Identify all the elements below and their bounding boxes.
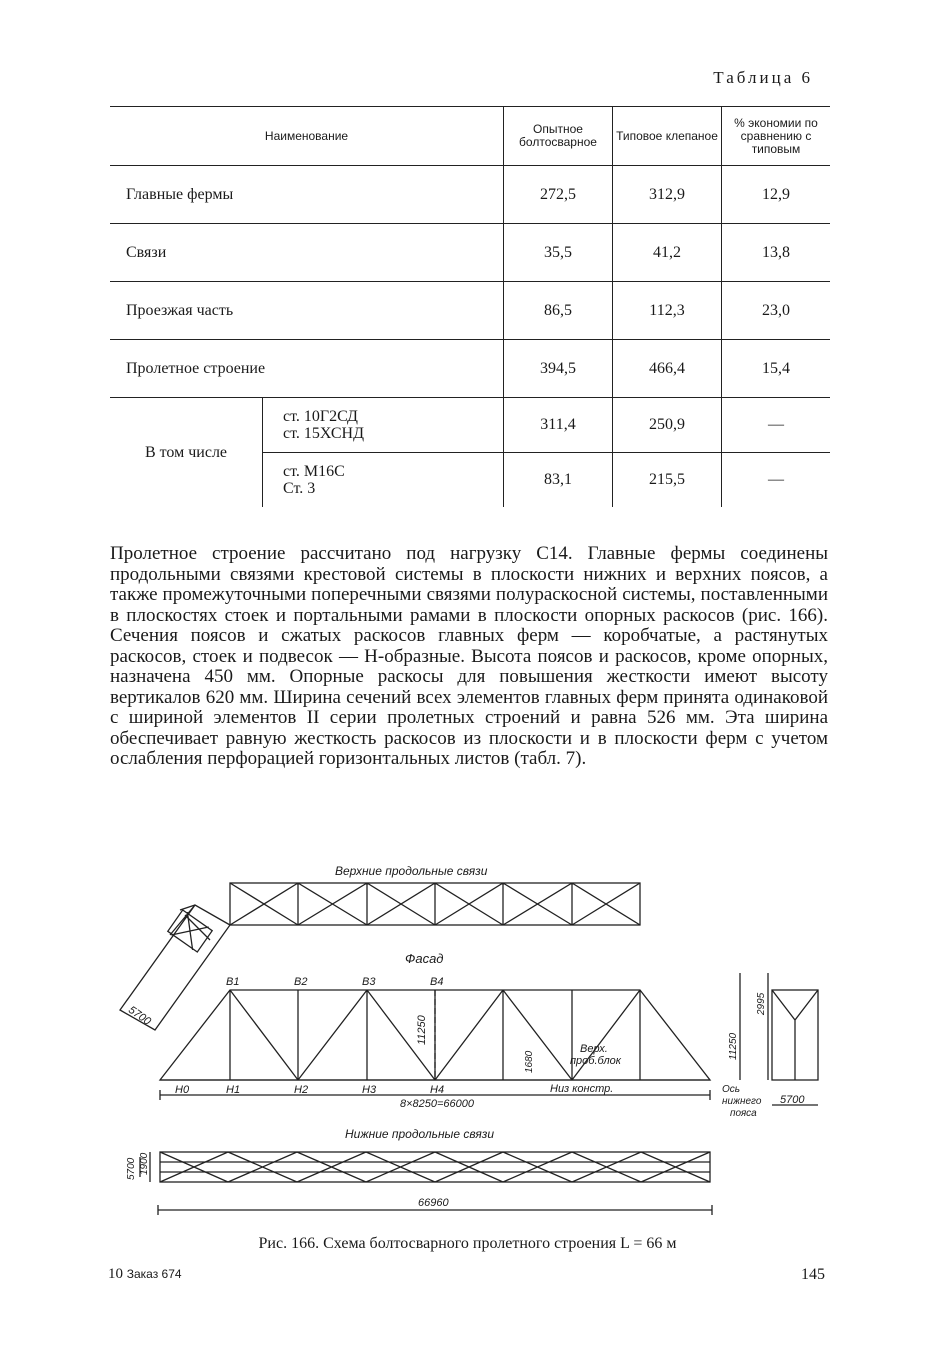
cell-economy: 23,0 [722, 282, 831, 340]
column-header-economy: % экономии по сравнению с типовым [722, 107, 831, 166]
group-sub-label [263, 453, 504, 508]
node-label: В1 [226, 976, 240, 988]
table-label: Таблица 6 [713, 68, 813, 87]
axis-label: Ось [722, 1084, 741, 1095]
node-label: В3 [362, 976, 376, 988]
cross-section-bracing [772, 990, 818, 1080]
node-label: Н3 [362, 1084, 377, 1096]
upper-bracing-cross [230, 883, 640, 925]
node-label: В2 [294, 976, 308, 988]
cell-test: 35,5 [504, 224, 613, 282]
row-name: Связи [110, 224, 504, 282]
cell-economy: 13,8 [722, 224, 831, 282]
small-dimension: 1680 [524, 1050, 535, 1073]
node-label: В4 [430, 976, 444, 988]
cell-typical: 466,4 [613, 340, 722, 398]
figure-caption: Рис. 166. Схема болтосварного пролетного строения L = 66 м [258, 1235, 677, 1252]
lower-bracing-inner [160, 1162, 710, 1172]
cell-typical: 312,9 [613, 166, 722, 224]
steel-grade: Ст. 3 [283, 480, 316, 497]
cell-typical: 250,9 [613, 398, 722, 453]
steel-grade: ст. 10Г2СД [283, 408, 358, 425]
cell-test: 272,5 [504, 166, 613, 224]
cell-economy: — [722, 398, 831, 453]
facade-title: Фасад [405, 951, 444, 966]
row-name: Главные фермы [110, 166, 504, 224]
section-dimension: 11250 [728, 1032, 739, 1060]
table-row [110, 398, 830, 453]
lower-width-inner: 1900 [139, 1152, 150, 1175]
base-label: Низ констр. [550, 1083, 614, 1095]
lower-length: 66960 [418, 1197, 449, 1209]
cell-test: 86,5 [504, 282, 613, 340]
signature-number: 10 [108, 1266, 123, 1282]
data-table [110, 106, 830, 507]
order-number: Заказ 674 [126, 1267, 182, 1281]
span-formula: 8×8250=66000 [400, 1098, 475, 1110]
table-row [110, 282, 830, 340]
column-header-name: Наименование [110, 107, 504, 166]
axis-label: нижнего [722, 1096, 762, 1107]
column-header-typical: Типовое клепаное [613, 107, 722, 166]
table-row [110, 340, 830, 398]
lower-bracing-cross [160, 1152, 710, 1182]
axis-label: пояса [730, 1108, 757, 1119]
body-paragraph: Пролетное строение рассчитано под нагрузку С14. Главные фермы соединены продольными связями крестовой системы в плоскости нижних и верхних поясов, а также промежуточными поперечными связями полураскосной системы, поставленными в плоскостях стоек и портальными рамами в плоскости опорных раскосов (рис. 166). Сечения поясов и сжатых раскосов главных ферм — коробчатые, а растянутых раскосов, стоек и подвесок — Н-образные. Высота поясов и раскосов, кроме опорных, назначена 450 мм. Опорные раскосы для повышения жесткости имеют высоту вертикалов 620 мм. Ширина сечений всех элементов главных ферм принята одинаковой с шириной элементов II серии пролетных строений и равна 526 мм. Эта ширина обеспечивает равную жесткость раскосов из плоскости и в плоскости ферм с учетом ослабления перфорацией горизонтальных листов (табл. 7). [110, 543, 828, 769]
cell-typical: 112,3 [613, 282, 722, 340]
lower-bracing-frame [160, 1152, 710, 1182]
node-label: Н1 [226, 1084, 241, 1096]
steel-grade: ст. М16С [283, 463, 345, 480]
upper-bracing-title: Верхние продольные связи [335, 864, 488, 878]
bridge-diagram [100, 855, 840, 1235]
lower-bracing-title: Нижние продольные связи [345, 1127, 495, 1141]
page-number: 145 [801, 1266, 825, 1283]
block-label: проб.блок [570, 1055, 621, 1067]
section-dimension: 2995 [756, 992, 767, 1015]
cell-test: 311,4 [504, 398, 613, 453]
cell-typical: 215,5 [613, 453, 722, 508]
lower-width-outer: 5700 [126, 1157, 137, 1180]
block-label: Верх. [580, 1043, 608, 1055]
column-header-test: Опытное болтосварное [504, 107, 613, 166]
table-row [110, 224, 830, 282]
section-dimension-lines [740, 973, 768, 1080]
table-header-row [110, 107, 830, 166]
cell-typical: 41,2 [613, 224, 722, 282]
group-sub-label [263, 398, 504, 453]
section-width: 5700 [780, 1094, 805, 1106]
table-row [110, 166, 830, 224]
cell-economy: 15,4 [722, 340, 831, 398]
node-label: Н4 [430, 1084, 445, 1096]
footer-print-info [108, 1266, 182, 1283]
node-label: Н0 [175, 1084, 190, 1096]
cell-test: 394,5 [504, 340, 613, 398]
cell-economy: — [722, 453, 831, 508]
group-label: В том числе [144, 443, 228, 461]
row-name: Проезжая часть [110, 282, 504, 340]
portal-dimension: 5700 [125, 1004, 153, 1028]
steel-grade: ст. 15ХСНД [283, 425, 364, 442]
node-label: Н2 [294, 1084, 309, 1096]
cell-economy: 12,9 [722, 166, 831, 224]
height-dimension: 11250 [416, 1015, 428, 1045]
cell-test: 83,1 [504, 453, 613, 508]
row-name: Пролетное строение [110, 340, 504, 398]
